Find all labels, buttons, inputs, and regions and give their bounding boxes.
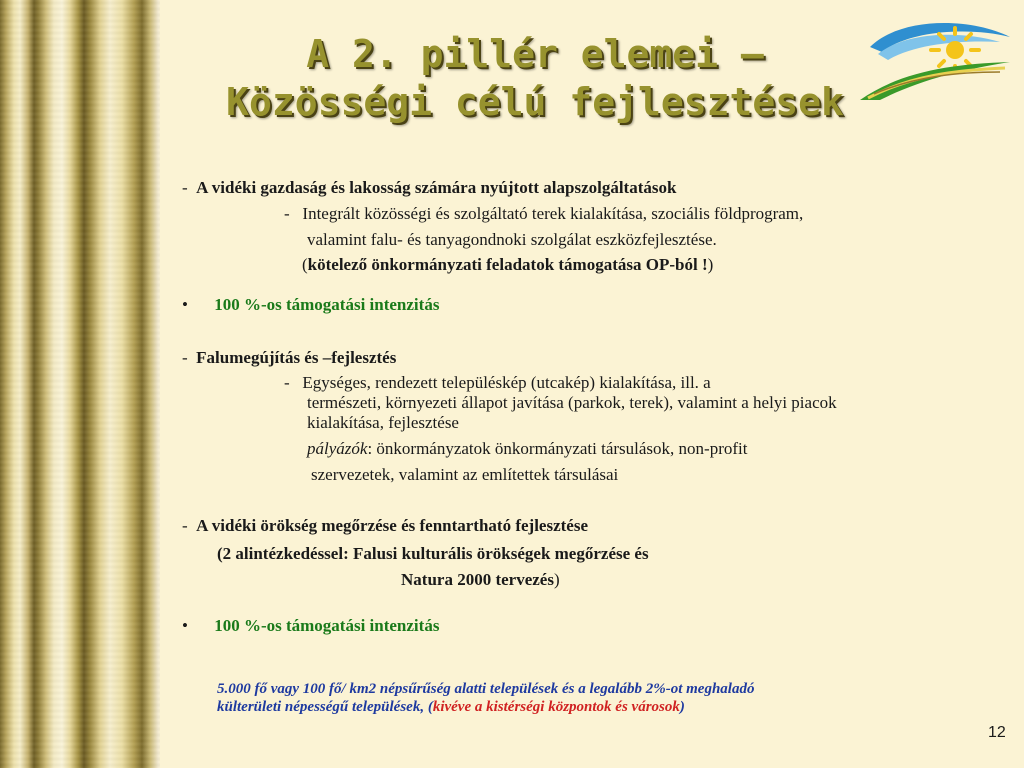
title-line-1: A 2. pillér elemei – [306, 32, 764, 76]
bullet-marker: • [182, 616, 188, 635]
bullet-1 [182, 295, 439, 315]
page-number: 12 [988, 724, 1006, 741]
dash-marker: - [182, 178, 188, 197]
title-line-2: Közösségi célú fejlesztések [226, 80, 844, 124]
footnote-exception: kivéve a kistérségi központok és városok [432, 699, 680, 715]
footnote-line-1: 5.000 fő vagy 100 fő/ km2 népsűrűség alatti települések és a legalább 2%-ot meghaladó [217, 681, 755, 697]
section-1-heading: A vidéki gazdaság és lakosság számára nyújtott alapszolgáltatások [196, 178, 677, 197]
section-1-sub-row [284, 204, 803, 224]
section-1-note-text: kötelező önkormányzati feladatok támogatása OP-ból ! [307, 255, 708, 274]
dash-marker: - [182, 348, 188, 367]
section-2-sub-line-1: Egységes, rendezett településkép (utcakép) kialakítása, ill. a [302, 373, 711, 392]
footnote-line-2: külterületi népességű települések, (kivéve a kistérségi központok és városok) [217, 699, 685, 715]
section-3-line-2: Natura 2000 tervezés) [401, 570, 560, 589]
bullet-2-text: 100 %-os támogatási intenzitás [214, 616, 440, 635]
bullet-1-text: 100 %-os támogatási intenzitás [214, 295, 440, 314]
dash-marker: - [182, 516, 188, 535]
section-2-heading-row [182, 348, 396, 368]
bullet-2 [182, 616, 439, 636]
section-2-heading: Falumegújítás és –fejlesztés [196, 348, 397, 367]
applicants-text: : önkormányzatok önkormányzati társulások, non-profit [367, 439, 748, 458]
section-1-heading-row [182, 178, 676, 198]
section-1-note: (kötelező önkormányzati feladatok támogatása OP-ból !) [302, 255, 714, 274]
section-2-sub-row [284, 373, 711, 393]
section-3-line-1: (2 alintézkedéssel: Falusi kulturális örökségek megőrzése és [217, 544, 649, 563]
section-2-sub-line-3: kialakítása, fejlesztése [307, 413, 459, 432]
section-2-sub-line-2: természeti, környezeti állapot javítása (parkok, terek), valamint a helyi piacok [307, 393, 837, 412]
dash-marker: - [284, 373, 290, 392]
section-3-heading-row [182, 516, 588, 536]
dash-marker: - [284, 204, 290, 223]
bullet-marker: • [182, 295, 188, 314]
section-2-applicants [307, 439, 747, 459]
section-3-heading: A vidéki örökség megőrzése és fenntartható fejlesztése [196, 516, 589, 535]
section-2-applicants-line-2: szervezetek, valamint az említettek társulásai [311, 465, 619, 484]
section-1-sub-line-2: valamint falu- és tanyagondnoki szolgálat eszközfejlesztése. [307, 230, 717, 249]
section-1-sub-line-1: Integrált közösségi és szolgáltató terek kialakítása, szociális földprogram, [302, 204, 804, 223]
applicants-label: pályázók [307, 439, 368, 458]
